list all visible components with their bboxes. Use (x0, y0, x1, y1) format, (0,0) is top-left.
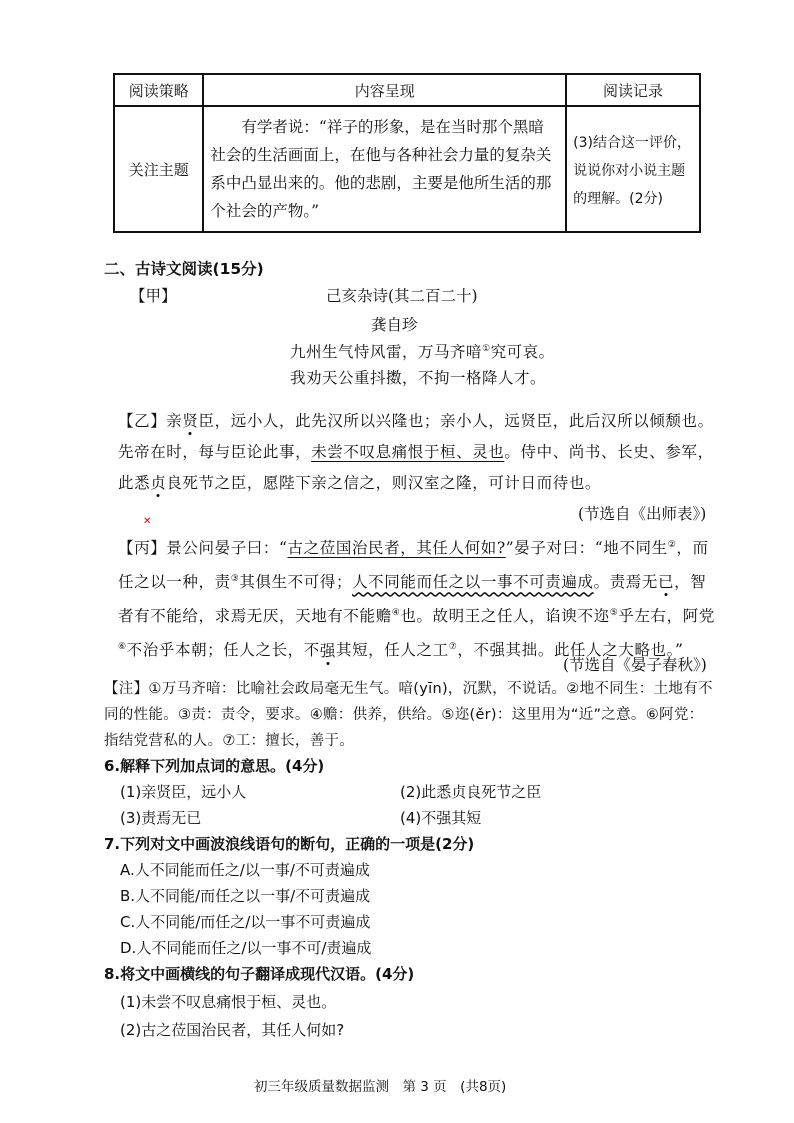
note-ref-5: ⑤ (609, 608, 619, 619)
yi-text-4: 良死节之臣，愿陛下亲之信之，则汉室之隆，可计日而待也。 (166, 474, 602, 492)
yi-source: (节选自《出师表》) (578, 505, 707, 523)
yi-dot-xian: 贤 (182, 412, 199, 430)
bing-text-10: 其短，任人之工 (335, 641, 449, 660)
bing-text-2: ”晏子对曰：“地不同生 (505, 539, 668, 558)
bing-text-6: ，智者有不能给，求焉无厌，天地有不能赡 (118, 573, 707, 626)
record-cell: (3)结合这一评价，说说你对小说主题的理解。(2分) (566, 106, 700, 232)
annotations: 【注】①万马齐喑：比喻社会政局毫无生气。喑(yīn)，沉默，不说话。②地不同生：土地有不同的性能。③责：责令，要求。④赡：供养，供给。⑤迩(ěr)：这里用为“近”之意。⑥阿党：指结党营私的人。⑦工：擅长，善于。 (104, 681, 713, 749)
table-header-row (114, 74, 700, 106)
question-6-2: (2)此悉贞良死节之臣 (400, 783, 542, 801)
header-record: 阅读记录 (566, 74, 700, 106)
yi-dot-zhen: 贞 (150, 474, 167, 492)
table-row (114, 106, 700, 232)
yi-text-3: 。侍中、尚书、长史、参军，此悉 (118, 443, 714, 492)
yi-passage (118, 406, 718, 499)
red-tick-mark: ✕ (143, 516, 152, 527)
poem-line-1b: 究可哀。 (490, 343, 555, 361)
question-7: 7.下列对文中画波浪线语句的断句，正确的一项是(2分) (104, 835, 475, 853)
header-content: 内容呈现 (203, 74, 566, 106)
question-6-1: (1)亲贤臣，远小人 (120, 783, 247, 801)
reading-strategy-table (113, 73, 701, 233)
note-ref-2: ② (667, 540, 677, 550)
bing-passage (118, 530, 718, 667)
bing-underlined-sentence: 古之莅国治民者，其任人何如? (287, 539, 506, 558)
question-8: 8.将文中画横线的句子翻译成现代汉语。(4分) (104, 965, 415, 983)
question-8-1: (1)未尝不叹息痛恨于桓、灵也。 (120, 993, 337, 1011)
bing-text-7: 也。故明王之任人，谄谀不迩 (400, 607, 610, 626)
question-6-4: (4)不强其短 (400, 809, 482, 827)
header-strategy: 阅读策略 (114, 74, 203, 106)
bing-text-5: 。责焉无 (593, 573, 658, 592)
poem-line-1a: 九州生气恃风雷，万马齐喑 (290, 343, 483, 361)
note-ref-6: ⑥ (118, 642, 127, 653)
poem-line-2: 我劝天公重抖擞，不拘一格降人才。 (290, 369, 547, 387)
section-heading: 二、古诗文阅读(15分) (104, 260, 264, 278)
yi-underlined-sentence: 未尝不叹息痛恨于桓、灵也 (311, 443, 505, 461)
note-ref-1: ① (482, 343, 491, 354)
bing-text-1: 【丙】景公问晏子曰：“ (118, 539, 288, 558)
jia-tag: 【甲】 (130, 287, 177, 305)
option-d[interactable]: D.人不同能而任之/以一事不可/责遍成 (120, 939, 372, 957)
bing-text-11: ，不强其拙。此任人之大略也。” (457, 641, 684, 660)
poem-title: 己亥杂诗(其二百二十) (326, 287, 478, 305)
poem-line-1 (290, 340, 555, 362)
poem-author: 龚自珍 (371, 316, 418, 334)
bing-text-9: 不治乎本朝；任人之长，不 (126, 641, 320, 660)
content-cell: 有学者说：“祥子的形象，是在当时那个黑暗社会的生活画面上，在他与各种社会力量的复杂关系中凸显出来的。他的悲剧，主要是他所生活的那个社会的产物。” (203, 106, 566, 232)
bing-text-3: ，而任之以一种，责 (118, 539, 709, 592)
option-b[interactable]: B.人不同能/而任之以一事/不可责遍成 (120, 887, 371, 905)
note-ref-3: ③ (230, 574, 240, 585)
bing-dot-yi: 已 (658, 573, 675, 592)
yi-text-2: 臣，远小人，此先汉所以兴隆也；亲小人，远贤臣，此后汉所以倾颓也。先帝在时，每与臣论此事， (118, 412, 714, 461)
bing-text-8: 乎左右，阿党 (618, 607, 715, 626)
question-6-3: (3)责焉无已 (120, 809, 202, 827)
bing-wavy-sentence: 人不同能而任之以一事不可责遍成 (352, 573, 594, 592)
bing-dot-qiang: 强 (319, 641, 336, 660)
bing-source: (节选自《晏子春秋》) (563, 656, 707, 674)
note-ref-4: ④ (391, 608, 401, 619)
option-a[interactable]: A.人不同能而任之/以一事/不可责遍成 (120, 861, 370, 879)
yi-text-1: 【乙】亲 (118, 412, 183, 430)
bing-text-4: 其俱生不可得； (239, 573, 353, 592)
option-c[interactable]: C.人不同能/而任之/以一事不可责遍成 (120, 913, 371, 931)
question-8-2: (2)古之莅国治民者，其任人何如? (120, 1021, 345, 1039)
page-footer: 初三年级质量数据监测 第 3 页 (共8页) (254, 1079, 507, 1095)
strategy-cell: 关注主题 (114, 106, 203, 232)
note-ref-7: ⑦ (448, 642, 458, 653)
question-6: 6.解释下列加点词的意思。(4分) (104, 757, 325, 775)
